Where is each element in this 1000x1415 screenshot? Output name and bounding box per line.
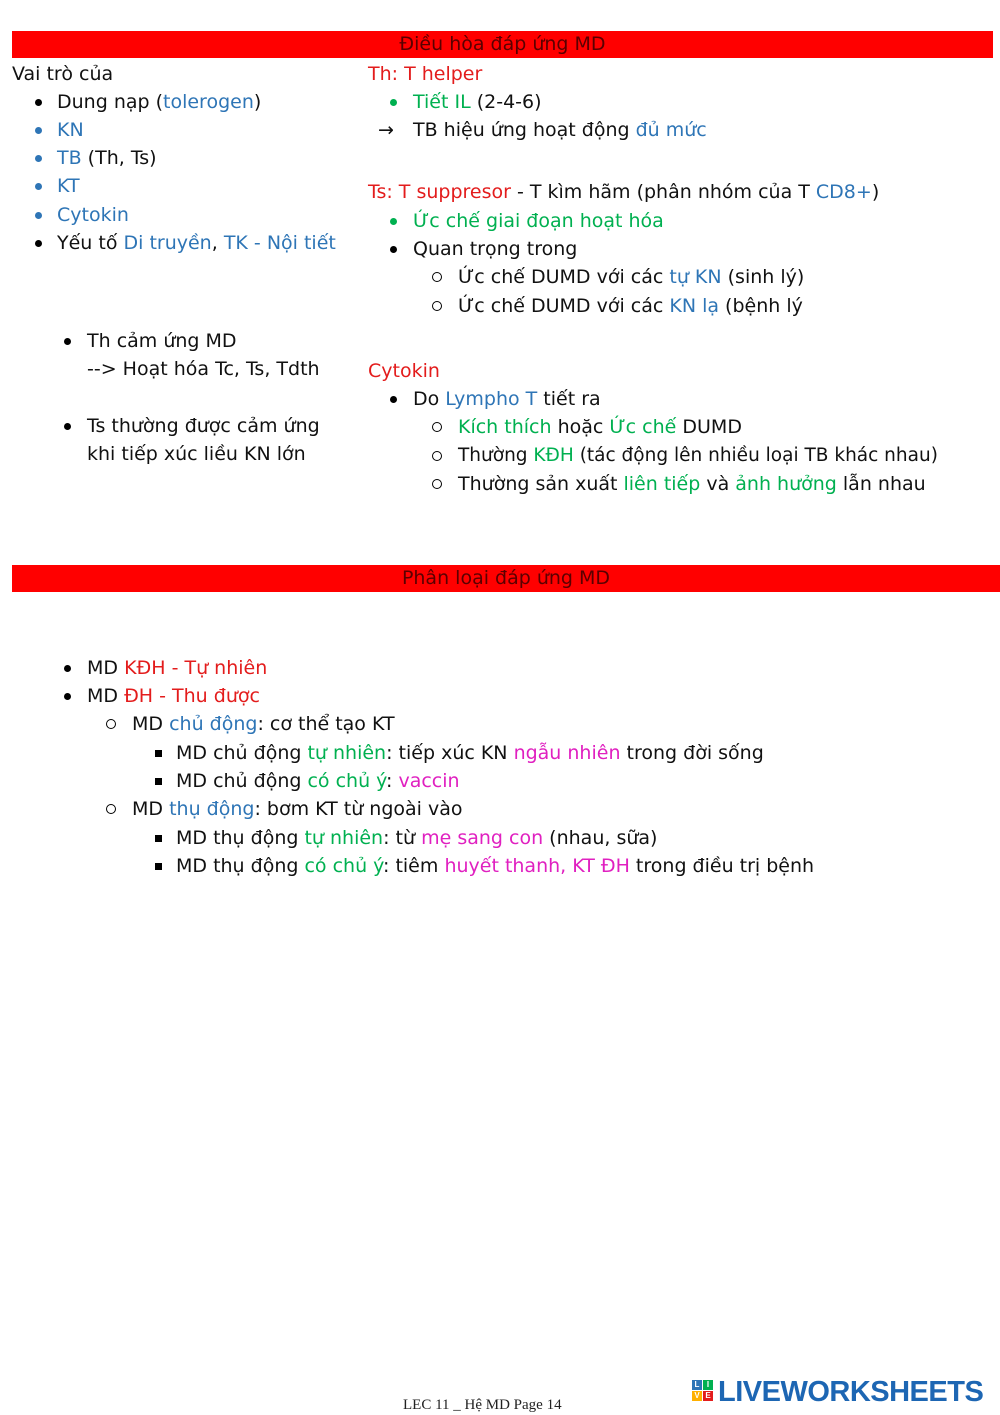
circle-bullet-icon [106,719,116,729]
bullet-icon [390,99,397,106]
section-header-classification [12,565,1000,592]
left-heading: Vai trò của [12,63,114,85]
circle-bullet-icon [432,451,442,461]
right-arrow-icon: → [378,119,394,141]
square-bullet-icon [155,778,162,785]
section-title: Điều hòa đáp ứng MD [399,33,606,55]
circle-bullet-icon [432,301,442,311]
bullet-icon [64,338,71,345]
bullet-icon [390,246,397,253]
bullet-icon [64,665,71,672]
square-bullet-icon [155,863,162,870]
circle-bullet-icon [432,272,442,282]
bullet-icon [35,240,42,247]
bullet-icon [35,127,42,134]
page-footer: LEC 11 _ Hệ MD Page 14 [403,1397,562,1413]
logo-grid-icon: L I V E [692,1380,714,1402]
bullet-icon [390,218,397,225]
bullet-icon [35,99,42,106]
bullet-icon [390,396,397,403]
th-heading: Th: T helper [368,63,483,85]
cytokin-heading: Cytokin [368,360,440,382]
circle-bullet-icon [106,804,116,814]
bullet-icon [64,693,71,700]
bullet-icon [64,423,71,430]
section-title: Phân loại đáp ứng MD [401,567,611,589]
note-th-cont: --> Hoạt hóa Tc, Ts, Tdth [87,358,320,380]
bullet-icon [35,183,42,190]
circle-bullet-icon [432,479,442,489]
circle-bullet-icon [432,422,442,432]
section-header-regulation [12,31,993,58]
logo-text: LIVEWORKSHEETS [718,1376,984,1408]
bullet-icon [35,212,42,219]
square-bullet-icon [155,750,162,757]
ts-heading: Ts: T suppresor - T kìm hãm (phân nhóm của T CD8+) [368,181,880,203]
square-bullet-icon [155,835,162,842]
note-ts-cont: khi tiếp xúc liều KN lớn [87,443,306,465]
bullet-icon [35,155,42,162]
